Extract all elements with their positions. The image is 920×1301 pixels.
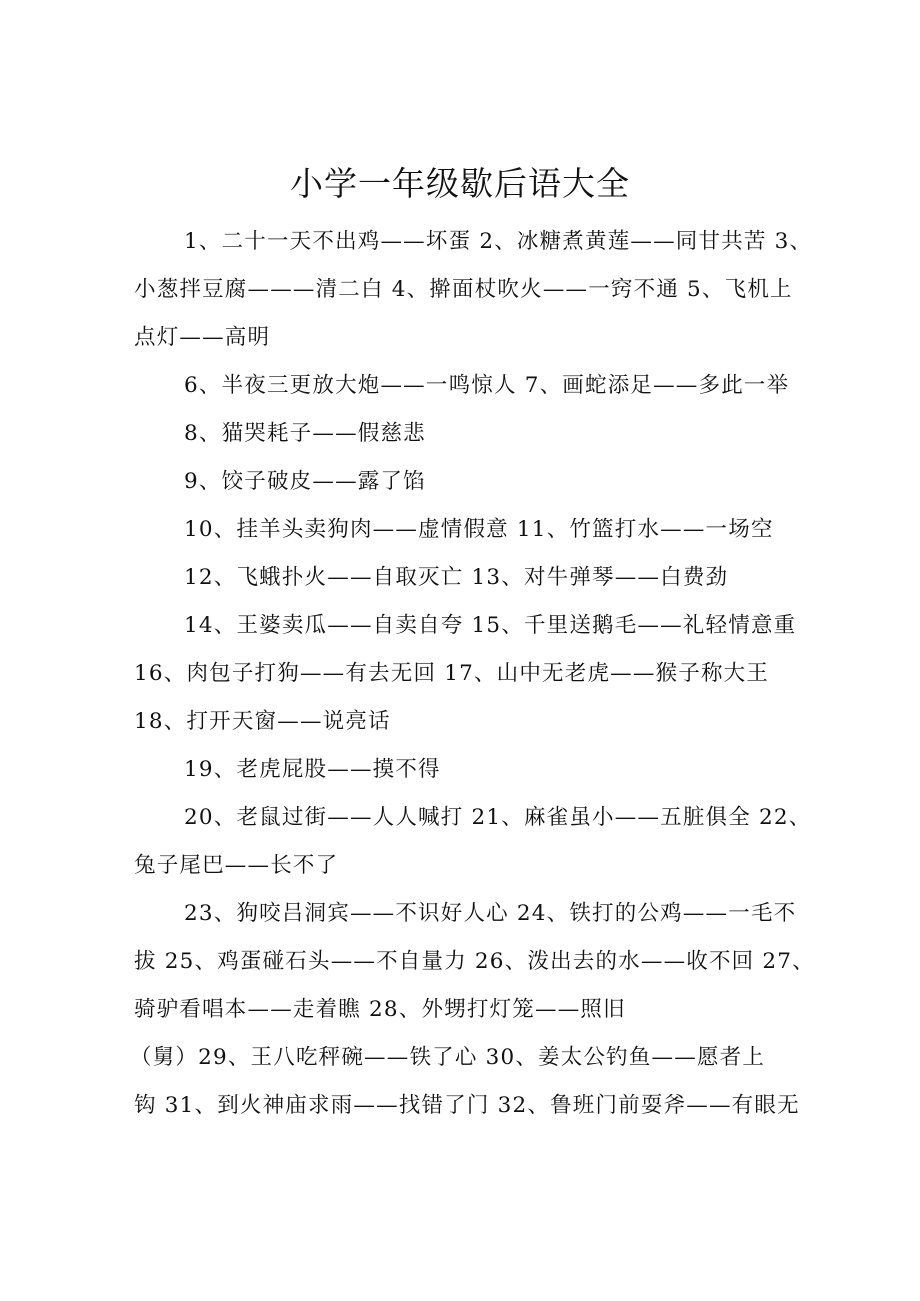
text-line: 骑驴看唱本——走着瞧 28、外甥打灯笼——照旧	[134, 997, 626, 1022]
text-line: 1、二十一天不出鸡——坏蛋 2、冰糖煮黄莲——同甘共苦 3、	[184, 229, 813, 254]
text-line: 小葱拌豆腐———清二白 4、擀面杖吹火——一窍不通 5、飞机上	[134, 277, 793, 302]
text-line: 20、老鼠过街——人人喊打 21、麻雀虽小——五脏俱全 22、	[184, 805, 812, 830]
text-line: 18、打开天窗——说亮话	[134, 709, 391, 734]
text-line: 兔子尾巴——长不了	[134, 853, 339, 878]
text-line: 6、半夜三更放大炮——一鸣惊人 7、画蛇添足——多此一举	[184, 373, 790, 398]
text-line: 点灯——高明	[134, 325, 271, 350]
text-line: 10、挂羊头卖狗肉——虚情假意 11、竹篮打水——一场空	[184, 517, 774, 542]
document-title: 小学一年级歇后语大全	[290, 164, 630, 203]
text-line: 拔 25、鸡蛋碰石头——不自量力 26、泼出去的水——收不回 27、	[134, 949, 815, 974]
text-line: 钩 31、到火神庙求雨——找错了门 32、鲁班门前耍斧——有眼无	[134, 1093, 800, 1118]
text-line: 19、老虎屁股——摸不得	[184, 757, 441, 782]
text-line: 12、飞蛾扑火——自取灭亡 13、对牛弹琴——白费劲	[184, 565, 729, 590]
document-body	[130, 218, 815, 1130]
text-line: （舅）29、王八吃秤碗——铁了心 30、姜太公钓鱼——愿者上	[130, 1045, 766, 1070]
text-line: 16、肉包子打狗——有去无回 17、山中无老虎——猴子称大王	[134, 661, 770, 686]
text-line: 23、狗咬吕洞宾——不识好人心 24、铁打的公鸡——一毛不	[184, 901, 797, 926]
text-line: 9、饺子破皮——露了馅	[184, 469, 426, 494]
text-line: 14、王婆卖瓜——自卖自夸 15、千里送鹅毛——礼轻情意重	[184, 613, 797, 638]
text-line: 8、猫哭耗子——假慈悲	[184, 421, 426, 446]
